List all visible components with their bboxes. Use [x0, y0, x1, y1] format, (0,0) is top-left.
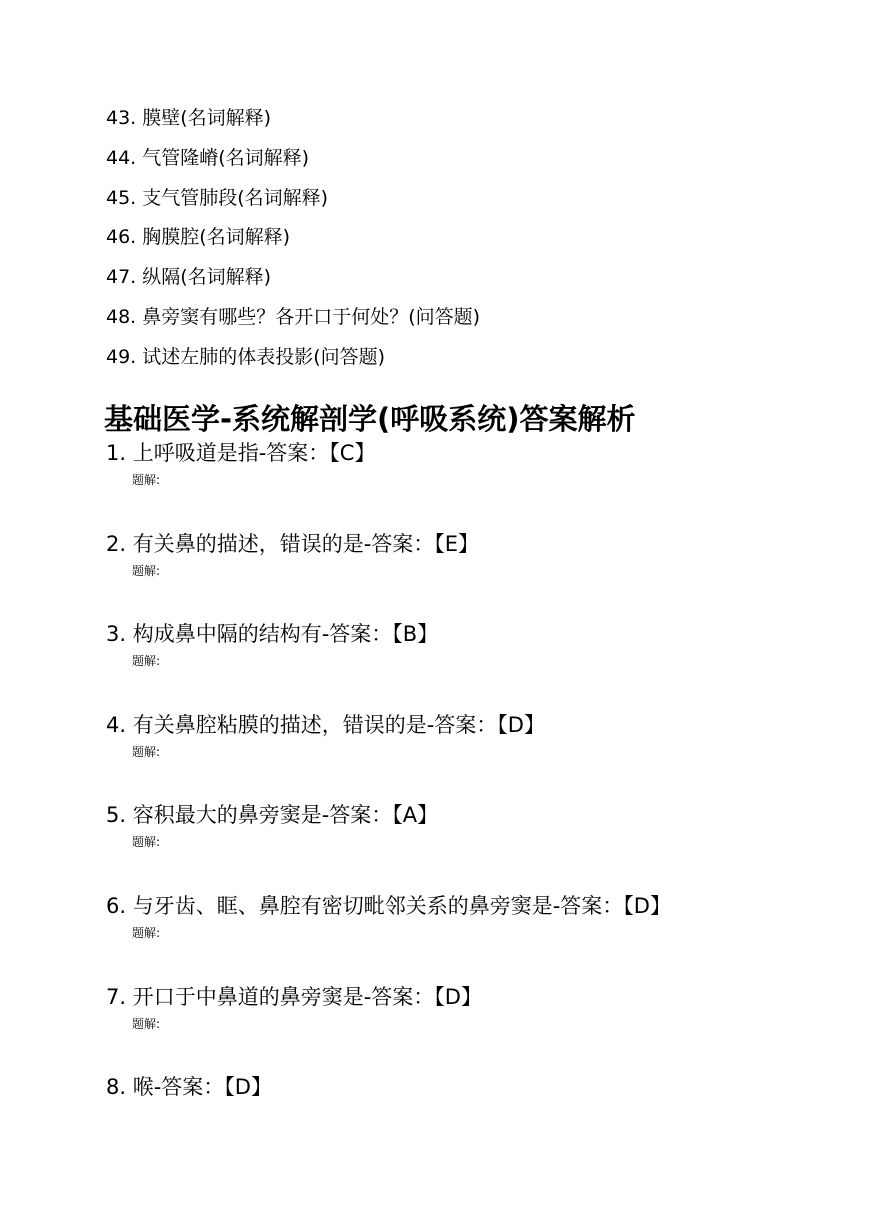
answer-line: 1. 上呼吸道是指-答案：【C】 [106, 441, 376, 465]
answer-line: 3. 构成鼻中隔的结构有-答案：【B】 [106, 622, 439, 647]
answer-line: 7. 开口于中鼻道的鼻旁窦是-答案：【D】 [106, 984, 482, 1009]
explanation-label: 题解: [132, 473, 161, 487]
section-title: 基础医学-系统解剖学(呼吸系统)答案解析 [104, 402, 636, 436]
answer-line: 5. 容积最大的鼻旁窦是-答案：【A】 [106, 803, 439, 828]
answer-line: 4. 有关鼻腔粘膜的描述，错误的是-答案：【D】 [106, 712, 545, 737]
answer-item [106, 529, 671, 620]
answer-item [106, 710, 671, 801]
answer-item [106, 982, 671, 1073]
explanation-label: 题解: [132, 1016, 161, 1031]
answer-list [106, 438, 671, 1163]
question-item: 45. 支气管肺段(名词解释) [106, 186, 329, 209]
question-item: 48. 鼻旁窦有哪些？各开口于何处？(问答题) [106, 305, 481, 328]
question-item: 44. 气管隆嵴(名词解释) [106, 146, 310, 169]
answer-item [106, 438, 671, 529]
explanation-label: 题解: [132, 744, 161, 759]
question-item: 46. 胸膜腔(名词解释) [106, 226, 291, 249]
explanation-label: 题解: [132, 835, 161, 850]
explanation-label: 题解: [132, 563, 161, 578]
question-item: 43. 膜壁(名词解释) [106, 107, 272, 129]
answer-line: 8. 喉-答案：【D】 [106, 1075, 272, 1100]
answer-item [106, 619, 671, 710]
answer-item [106, 891, 671, 982]
answer-line: 6. 与牙齿、眶、鼻腔有密切毗邻关系的鼻旁窦是-答案：【D】 [106, 893, 671, 918]
question-item: 49. 试述左肺的体表投影(问答题) [106, 345, 386, 368]
explanation-label: 题解: [132, 925, 161, 940]
question-list [106, 104, 480, 383]
answer-item [106, 1072, 671, 1163]
question-item: 47. 纵隔(名词解释) [106, 266, 272, 289]
explanation-label: 题解: [132, 654, 161, 669]
answer-item [106, 800, 671, 891]
answer-line: 2. 有关鼻的描述，错误的是-答案：【E】 [106, 531, 480, 556]
